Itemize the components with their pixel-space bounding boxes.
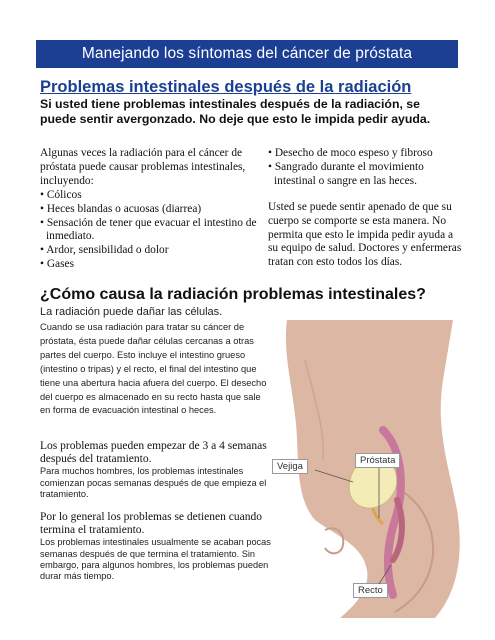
- stop-body: Los problemas intestinales usualmente se acaban pocas semanas después de que termina el tratamiento. Sin embargo, para algunos hombres, los problemas pueden durar más tiempo.: [40, 537, 271, 582]
- list-item: • Cólicos: [40, 188, 82, 201]
- symptoms-lead: Algunas veces la radiación para el cáncer de próstata puede causar problemas intestinales, incluyendo:: [40, 147, 246, 187]
- start-body: Para muchos hombres, los problemas intestinales comienzan pocas semanas después de que empieza el tratamiento.: [40, 466, 267, 499]
- header-bar: [36, 40, 458, 68]
- list-item: • Heces blandas o acuosas (diarrea): [40, 202, 202, 215]
- list-item: • Desecho de moco espeso y fibroso: [268, 147, 433, 159]
- symptoms-list-2: [268, 147, 464, 189]
- question-title: ¿Cómo causa la radiación problemas intestinales?: [40, 286, 426, 303]
- stop-block: [40, 511, 280, 582]
- bladder-label: Vejiga: [272, 459, 308, 474]
- list-item: • Gases: [40, 258, 75, 271]
- question-body: Cuando se usa radiación para tratar su cáncer de próstata, ésta puede dañar células cercanas a otras partes del cuerpo. Esto incluye el intestino grueso (intestino o tripas) y el recto, el final del intestino que tiene una abertura hacia afuera del cuerpo. El desecho del cuerpo es almacenado en su recto hasta que sale en forma de evacuación intestinal o heces.: [40, 322, 267, 416]
- header-title: Manejando los síntomas del cáncer de próstata: [81, 45, 413, 62]
- section-intro: Si usted tiene problemas intestinales después de la radiación, se puede sentir avergonzado. No deje que esto le impida pedir ayuda.: [40, 97, 431, 126]
- question-lead: La radiación puede dañar las células.: [40, 306, 223, 318]
- rectum-label: Recto: [353, 583, 388, 598]
- list-item: • Sangrado durante el movimiento intestinal o sangre en las heces.: [268, 160, 424, 187]
- start-lead: Los problemas pueden empezar de 3 a 4 semanas después del tratamiento.: [40, 440, 267, 466]
- symptoms-list: [40, 189, 258, 272]
- prostate-label: Próstata: [355, 453, 400, 468]
- stop-lead: Por lo general los problemas se detienen cuando termina el tratamiento.: [40, 511, 262, 537]
- start-block: [40, 440, 270, 500]
- anatomy-illustration: [275, 320, 465, 618]
- list-item: • Sensación de tener que evacuar el intestino de inmediato.: [40, 216, 257, 243]
- list-item: • Ardor, sensibilidad o dolor: [40, 244, 169, 257]
- section-title: Problemas intestinales después de la radiación: [40, 78, 412, 96]
- symptoms-column-left: [40, 147, 258, 272]
- symptoms-column-right: [268, 147, 464, 270]
- reassurance-paragraph: Usted se puede sentir apenado de que su cuerpo se comporte se esta manera. No permita que esto le impida pedir ayuda a su equipo de salud. Doctores y enfermeras tratan con esto todos los días.: [268, 200, 462, 269]
